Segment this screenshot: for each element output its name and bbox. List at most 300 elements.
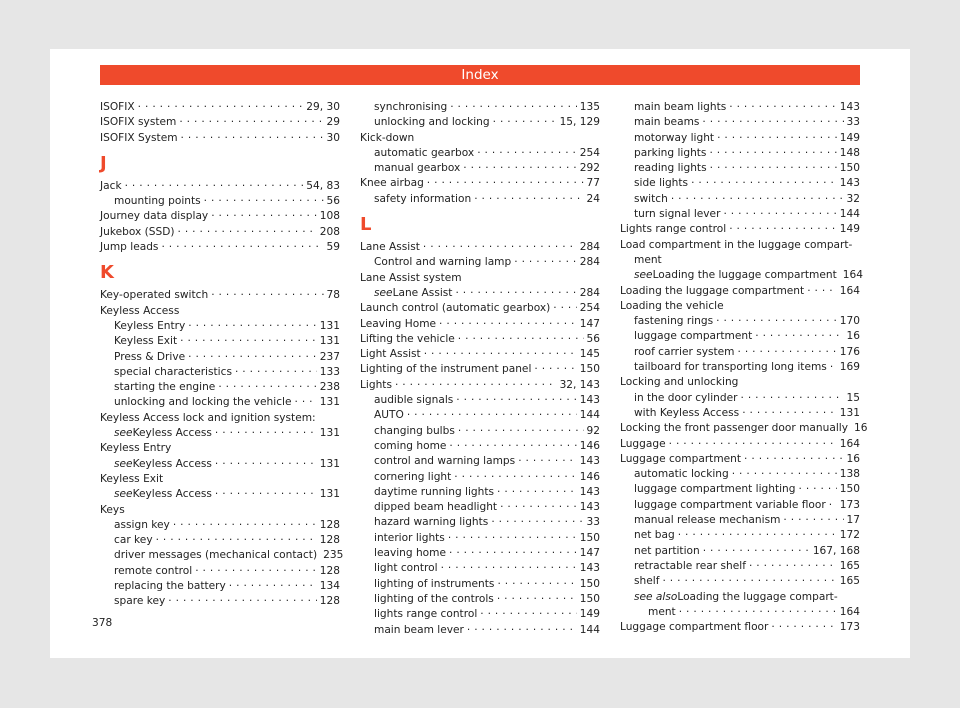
leader-dots: [729, 219, 837, 231]
index-page-reference[interactable]: 143: [579, 501, 600, 514]
leader-dots: [215, 454, 317, 466]
index-page-reference[interactable]: 238: [319, 381, 340, 394]
index-page-reference[interactable]: 54, 83: [306, 179, 340, 192]
index-entry-label: reading lights: [634, 162, 707, 175]
index-entry-label: Load compartment in the luggage compart-: [620, 238, 853, 251]
index-page-reference[interactable]: 170: [839, 315, 860, 328]
index-entry: [360, 192, 600, 207]
leader-dots: [229, 576, 317, 588]
index-entry-label: automatic gearbox: [374, 146, 475, 159]
index-entry-label: in the door cylinder: [634, 391, 738, 404]
index-entry-label: Lane Assist: [360, 241, 420, 254]
index-entry-label: driver messages (mechanical contact): [114, 549, 318, 562]
index-entry: [620, 253, 860, 268]
index-page-reference[interactable]: 131: [319, 319, 340, 332]
index-entry: [100, 288, 340, 303]
leader-dots: [702, 112, 843, 124]
index-entry-label: Lights: [360, 378, 392, 391]
index-entry-label: Keyless Access: [132, 427, 212, 440]
index-page-reference[interactable]: 254: [579, 302, 600, 315]
index-page-reference[interactable]: 150: [579, 592, 600, 605]
leader-dots: [480, 604, 577, 616]
index-page-reference[interactable]: 149: [839, 223, 860, 236]
index-entry-label: Launch control (automatic gearbox): [360, 302, 551, 315]
leader-dots: [125, 176, 304, 188]
leader-dots: [455, 283, 576, 295]
leader-dots: [423, 237, 577, 249]
index-page-reference[interactable]: 92: [586, 424, 600, 437]
index-entry-label: Leaving Home: [360, 317, 437, 330]
index-entry: [620, 620, 860, 635]
index-entry-label: Keyless Entry: [114, 319, 186, 332]
index-page-reference[interactable]: 59: [326, 241, 340, 254]
index-page-reference[interactable]: 56: [326, 195, 340, 208]
leader-dots: [729, 97, 837, 109]
leader-dots: [188, 316, 317, 328]
index-page-reference[interactable]: 30: [326, 131, 340, 144]
index-entry-label: replacing the battery: [114, 580, 226, 593]
index-entry-label: net partition: [634, 544, 700, 557]
index-entry-label: lights range control: [374, 608, 478, 621]
index-page-reference[interactable]: 108: [319, 210, 340, 223]
index-entry-label: Jack: [100, 179, 122, 192]
index-page-reference[interactable]: 16: [853, 422, 868, 435]
index-page-reference[interactable]: 149: [579, 608, 600, 621]
leader-dots: [449, 543, 577, 555]
index-entry-label: Jump leads: [100, 241, 159, 254]
index-entry-label: Loading the luggage compartment: [652, 269, 837, 282]
index-page-reference[interactable]: 33: [586, 516, 600, 529]
leader-dots: [173, 515, 317, 527]
index-page-reference[interactable]: 284: [579, 286, 600, 299]
index-entry-label: Keyless Access: [132, 488, 212, 501]
index-entry-label: Luggage: [620, 437, 666, 450]
index-entry-label: Loading the luggage compartment: [620, 284, 805, 297]
page-number: 378: [92, 617, 113, 629]
leader-dots: [518, 451, 577, 463]
index-entry-label: starting the engine: [114, 381, 216, 394]
index-page-reference[interactable]: 131: [319, 396, 340, 409]
index-entry-label: manual gearbox: [374, 162, 461, 175]
leader-dots: [717, 128, 837, 140]
index-page-reference[interactable]: 208: [319, 225, 340, 238]
index-entry-label: Key-operated switch: [100, 289, 209, 302]
index-entry-label: special characteristics: [114, 365, 232, 378]
leader-dots: [427, 173, 584, 185]
index-page-reference[interactable]: 164: [839, 284, 860, 297]
index-page-reference[interactable]: 164: [839, 605, 860, 618]
index-entry-label: spare key: [114, 595, 166, 608]
index-page-reference[interactable]: 144: [579, 409, 600, 422]
index-entry: [620, 574, 860, 589]
index-entry-label: changing bulbs: [374, 424, 455, 437]
leader-dots: [474, 189, 583, 201]
index-entry: [100, 426, 340, 441]
index-entry: [100, 487, 340, 502]
index-page-reference[interactable]: 131: [319, 488, 340, 501]
index-page-reference[interactable]: 147: [579, 317, 600, 330]
index-page-reference[interactable]: 172: [839, 529, 860, 542]
index-entry-label: roof carrier system: [634, 345, 735, 358]
leader-dots: [463, 158, 576, 170]
index-page-reference[interactable]: 29, 30: [306, 101, 340, 113]
index-page-reference[interactable]: 146: [579, 470, 600, 483]
index-page-reference[interactable]: 147: [579, 547, 600, 560]
index-entry: [620, 345, 860, 360]
leader-dots: [662, 571, 836, 583]
see-reference-label: see: [114, 457, 133, 470]
index-entry-label: main beams: [634, 116, 700, 129]
index-entry-label: leaving home: [374, 547, 447, 560]
leader-dots: [456, 390, 576, 402]
index-page-reference[interactable]: 77: [586, 177, 600, 190]
see-reference-label: see: [114, 427, 133, 440]
index-entry-label: tailboard for transporting long items: [634, 361, 827, 374]
index-entry-label: light control: [374, 562, 438, 575]
index-page-reference[interactable]: 56: [586, 332, 600, 345]
index-page-reference[interactable]: 128: [319, 534, 340, 547]
index-entry-label: Loading the vehicle: [620, 299, 724, 312]
leader-dots: [716, 311, 837, 323]
index-page-reference[interactable]: 138: [839, 468, 860, 481]
index-page-reference[interactable]: 143: [839, 177, 860, 190]
leader-dots: [738, 342, 837, 354]
leader-dots: [679, 602, 837, 614]
leader-dots: [395, 375, 557, 387]
index-page-reference[interactable]: 165: [839, 559, 860, 572]
index-entry-label: Keys: [100, 503, 125, 516]
index-entry: [620, 360, 860, 375]
leader-dots: [178, 222, 317, 234]
index-page-reference[interactable]: 131: [839, 406, 860, 419]
see-reference-label: see: [634, 269, 653, 282]
index-entry-label: audible signals: [374, 394, 454, 407]
index-page-reference[interactable]: 150: [839, 483, 860, 496]
index-entry-label: control and warning lamps: [374, 455, 516, 468]
index-entry-label: Kick-down: [360, 131, 415, 144]
index-entry-label: luggage compartment: [634, 330, 753, 343]
index-page-reference[interactable]: 17: [846, 514, 860, 527]
leader-dots: [691, 173, 837, 185]
index-entry-label: Lighting of the instrument panel: [360, 363, 532, 376]
leader-dots: [439, 314, 577, 326]
index-entry-label: lighting of instruments: [374, 577, 495, 590]
leader-dots: [732, 464, 837, 476]
leader-dots: [497, 482, 577, 494]
leader-dots: [450, 97, 577, 109]
index-letter-heading: J: [100, 152, 107, 174]
index-entry: [620, 238, 860, 253]
leader-dots: [407, 405, 577, 417]
index-entry-label: Locking the front passenger door manually: [620, 422, 848, 435]
index-entry-label: motorway light: [634, 131, 715, 144]
leader-dots: [179, 112, 323, 124]
index-entry-label: luggage compartment lighting: [634, 483, 796, 496]
index-page-reference[interactable]: 128: [319, 595, 340, 608]
index-page-reference[interactable]: 32: [846, 192, 860, 205]
leader-dots: [553, 298, 577, 310]
index-entry: [360, 100, 600, 115]
index-entry-label: lighting of the controls: [374, 592, 494, 605]
index-entry-label: Keyless Exit: [114, 335, 178, 348]
index-entry-label: assign key: [114, 518, 170, 531]
index-page-reference[interactable]: 150: [579, 531, 600, 544]
index-page-reference[interactable]: 32, 143: [559, 378, 600, 391]
index-entry-label: Keyless Access: [132, 457, 212, 470]
leader-dots: [138, 97, 304, 109]
see-reference-label: see: [114, 488, 133, 501]
leader-dots: [235, 362, 317, 374]
index-entry-label: ISOFIX system: [100, 116, 177, 129]
index-page-reference[interactable]: 131: [319, 457, 340, 470]
index-page-reference[interactable]: 143: [579, 562, 600, 575]
see-reference-label: see: [374, 286, 393, 299]
index-column-3: [620, 100, 868, 635]
index-entry-label: Keyless Exit: [100, 472, 164, 485]
index-entry-label: daytime running lights: [374, 485, 495, 498]
index-entry-label: Luggage compartment floor: [620, 621, 769, 634]
index-page-reference[interactable]: 150: [839, 162, 860, 175]
leader-dots: [807, 281, 837, 293]
index-page-reference[interactable]: 135: [579, 101, 600, 113]
index-entry-label: Light Assist: [360, 348, 421, 361]
index-page-reference[interactable]: 145: [579, 348, 600, 361]
index-entry-label: main beam lights: [634, 101, 727, 113]
leader-dots: [458, 329, 584, 341]
index-entry: [100, 395, 340, 410]
index-page-reference[interactable]: 284: [579, 256, 600, 269]
leader-dots: [215, 423, 317, 435]
index-page-reference[interactable]: 149: [839, 131, 860, 144]
index-entry-label: Keyless Entry: [100, 442, 172, 455]
index-entry-label: Keyless Access: [100, 304, 180, 317]
index-entry-label: main beam lever: [374, 623, 464, 636]
index-entry-label: with Keyless Access: [634, 406, 740, 419]
index-entry-label: AUTO: [374, 409, 404, 422]
leader-dots: [195, 561, 317, 573]
index-entry-label: parking lights: [634, 146, 707, 159]
index-page-reference[interactable]: 33: [846, 116, 860, 129]
leader-dots: [477, 143, 577, 155]
index-entry-label: Knee airbag: [360, 177, 424, 190]
index-entry-label: coming home: [374, 439, 447, 452]
leader-dots: [830, 357, 837, 369]
index-page-reference[interactable]: 133: [319, 365, 340, 378]
index-entry: [100, 594, 340, 609]
index-page-reference[interactable]: 144: [579, 623, 600, 636]
index-page-reference[interactable]: 150: [579, 363, 600, 376]
index-entry-label: cornering light: [374, 470, 452, 483]
index-entry-label: ISOFIX System: [100, 131, 178, 144]
index-page-reference[interactable]: 144: [839, 208, 860, 221]
index-letter-heading: K: [100, 262, 114, 284]
index-header-bar: [100, 65, 860, 85]
index-entry-label: Lights range control: [620, 223, 727, 236]
leader-dots: [211, 285, 323, 297]
leader-dots: [744, 449, 843, 461]
leader-dots: [703, 541, 810, 553]
index-page-reference[interactable]: 143: [579, 485, 600, 498]
leader-dots: [783, 510, 843, 522]
index-entry-label: unlocking and locking: [374, 116, 490, 129]
leader-dots: [669, 434, 837, 446]
index-entry-label: Lane Assist system: [360, 271, 462, 284]
leader-dots: [755, 326, 843, 338]
index-entry-label: retractable rear shelf: [634, 559, 746, 572]
index-page-reference[interactable]: 173: [839, 498, 860, 511]
index-page-reference[interactable]: 134: [319, 580, 340, 593]
leader-dots: [448, 528, 577, 540]
leader-dots: [742, 403, 837, 415]
leader-dots: [491, 512, 583, 524]
leader-dots: [749, 556, 837, 568]
index-entry-label: interior lights: [374, 531, 445, 544]
index-title: Index: [461, 67, 499, 83]
index-entry-label: switch: [634, 192, 668, 205]
leader-dots: [424, 344, 577, 356]
index-page-reference[interactable]: 131: [319, 427, 340, 440]
index-entry: [360, 255, 600, 270]
index-entry: [100, 457, 340, 472]
index-entry-label: hazard warning lights: [374, 516, 489, 529]
leader-dots: [161, 237, 323, 249]
leader-dots: [497, 589, 577, 601]
index-entry-label: shelf: [634, 575, 660, 588]
index-page-reference[interactable]: 16: [846, 330, 860, 343]
index-entry-label: automatic locking: [634, 468, 729, 481]
leader-dots: [218, 377, 316, 389]
index-entry-label: remote control: [114, 564, 193, 577]
index-entry-label: Jukebox (SSD): [100, 225, 175, 238]
index-page-reference[interactable]: 167, 168: [812, 544, 860, 557]
index-page-reference[interactable]: 143: [579, 455, 600, 468]
index-entry-label: ment: [634, 253, 662, 266]
index-entry: [620, 482, 860, 497]
index-entry: [100, 240, 340, 255]
leader-dots: [441, 558, 577, 570]
index-entry: [620, 284, 860, 299]
index-entry-label: Locking and unlocking: [620, 376, 739, 389]
index-entry-label: Loading the luggage compart-: [677, 590, 838, 603]
index-entry: [360, 115, 600, 130]
leader-dots: [493, 112, 557, 124]
index-page-reference[interactable]: 164: [839, 437, 860, 450]
index-page-reference[interactable]: 24: [586, 192, 600, 205]
index-page-reference[interactable]: 29: [326, 116, 340, 129]
index-page-reference[interactable]: 292: [579, 162, 600, 175]
leader-dots: [534, 359, 576, 371]
leader-dots: [678, 525, 837, 537]
index-page-reference[interactable]: 143: [579, 394, 600, 407]
index-letter-heading: L: [360, 214, 372, 236]
leader-dots: [500, 497, 577, 509]
leader-dots: [294, 392, 316, 404]
index-page-reference[interactable]: 16: [846, 452, 860, 465]
index-page-reference[interactable]: 146: [579, 439, 600, 452]
index-entry-label: synchronising: [374, 101, 448, 113]
index-page-reference[interactable]: 169: [839, 361, 860, 374]
leader-dots: [799, 479, 837, 491]
index-entry-label: unlocking and locking the vehicle: [114, 396, 292, 409]
index-page-reference[interactable]: 78: [326, 289, 340, 302]
leader-dots: [497, 574, 576, 586]
index-entry-label: safety information: [374, 192, 472, 205]
index-page-reference[interactable]: 165: [839, 575, 860, 588]
index-entry-label: Keyless Access lock and ignition system:: [100, 411, 316, 424]
index-entry: [100, 131, 340, 146]
index-page-reference[interactable]: 254: [579, 146, 600, 159]
index-entry-label: net bag: [634, 529, 675, 542]
index-entry: [360, 623, 600, 638]
leader-dots: [204, 191, 324, 203]
index-page-reference[interactable]: 128: [319, 518, 340, 531]
index-entry-label: mounting points: [114, 195, 201, 208]
index-page-reference[interactable]: 15, 129: [559, 116, 600, 129]
index-entry-label: Luggage compartment: [620, 452, 742, 465]
leader-dots: [709, 143, 836, 155]
index-page-reference[interactable]: 128: [319, 564, 340, 577]
index-entry: [620, 406, 860, 421]
leader-dots: [723, 204, 836, 216]
leader-dots: [181, 128, 324, 140]
index-page-reference[interactable]: 131: [319, 335, 340, 348]
index-page-reference[interactable]: 176: [839, 345, 860, 358]
index-entry-label: Journey data display: [100, 210, 209, 223]
index-page-reference[interactable]: 284: [579, 241, 600, 254]
index-entry-label: Control and warning lamp: [374, 256, 512, 269]
leader-dots: [514, 252, 577, 264]
index-column-2: [360, 100, 600, 638]
index-entry-label: Lane Assist: [392, 286, 453, 299]
leader-dots: [188, 347, 317, 359]
leader-dots: [467, 620, 577, 632]
index-entry: [620, 222, 860, 237]
index-page-reference[interactable]: 150: [579, 577, 600, 590]
index-entry-label: ISOFIX: [100, 101, 135, 113]
leader-dots: [710, 158, 837, 170]
leader-dots: [771, 617, 836, 629]
leader-dots: [740, 388, 843, 400]
see-reference-label: see also: [634, 590, 678, 603]
index-entry-label: Lifting the vehicle: [360, 332, 455, 345]
index-entry-label: side lights: [634, 177, 689, 190]
index-entry: [100, 533, 340, 548]
leader-dots: [180, 331, 317, 343]
leader-dots: [156, 530, 317, 542]
index-entry-label: turn signal lever: [634, 208, 721, 221]
leader-dots: [215, 484, 317, 496]
index-entry-label: manual release mechanism: [634, 514, 781, 527]
index-page-reference[interactable]: 15: [846, 391, 860, 404]
index-entry-label: dipped beam headlight: [374, 501, 498, 514]
index-page-reference[interactable]: 237: [319, 350, 340, 363]
leader-dots: [449, 436, 576, 448]
leader-dots: [458, 421, 584, 433]
index-entry-label: luggage compartment variable floor: [634, 498, 826, 511]
index-entry-label: ment: [648, 605, 676, 618]
leader-dots: [211, 206, 317, 218]
leader-dots: [168, 591, 316, 603]
index-page-reference[interactable]: 164: [842, 269, 863, 282]
index-page-reference[interactable]: 173: [839, 621, 860, 634]
index-page-reference[interactable]: 143: [839, 101, 860, 113]
index-page-reference[interactable]: 148: [839, 146, 860, 159]
index-entry-label: Press & Drive: [114, 350, 186, 363]
leader-dots: [829, 495, 837, 507]
index-entry-label: fastening rings: [634, 315, 714, 328]
index-column-1: [100, 100, 344, 610]
index-page-reference[interactable]: 235: [323, 549, 344, 562]
